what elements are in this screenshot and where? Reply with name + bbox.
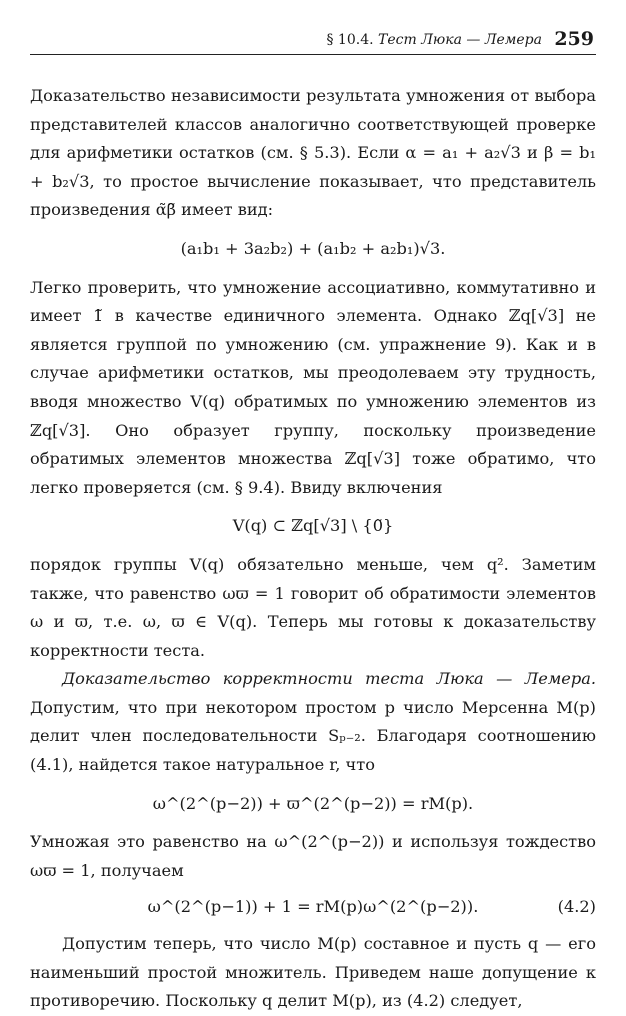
formula-mersenne: ω^(2^(p−2)) + ϖ^(2^(p−2)) = rM(p). (152, 793, 474, 813)
paragraph-6: Допустим теперь, что число M(p) составное и пусть q — его наименьший простой множитель. Приведем наше допущение к противоречию. Поскольку q делит M(p), из (4.2) следует, (30, 934, 596, 1011)
book-page (30, 28, 596, 1016)
paragraph-4-text: Допустим, что при некотором простом p число Мерсенна M(p) делит член последовательности Sₚ₋₂. Благодаря соотношению (4.1), найдется такое натуральное r, что (30, 697, 596, 775)
proof-lead: Доказательство корректности теста Люка — Лемера. (62, 669, 596, 689)
page-body (30, 82, 596, 1016)
formula-4-2-row (30, 893, 596, 922)
paragraph-4 (30, 665, 596, 779)
paragraph-2: Легко проверить, что умножение ассоциативно, коммутативно и имеет 1̃ в качестве единичного элемента. Однако ℤq[√3] не является группой по умножению (см. упражнение 9). Как и в случае арифметики остатков, мы преодолеваем эту трудность, вводя множество V(q) обратимых по умножению элементов из ℤq[√3]. Оно образует группу, поскольку произведение обратимых элементов множества ℤq[√3] тоже обратимо, что легко проверяется (см. § 9.4). Ввиду включения (30, 277, 596, 497)
section-number: § 10.4. (326, 32, 374, 48)
formula-inclusion: V(q) ⊂ ℤq[√3] \ {0̃} (232, 516, 394, 536)
formula-4-2: ω^(2^(p−1)) + 1 = rM(p)ω^(2^(p−2)). (147, 897, 479, 917)
formula-product: (a₁b₁ + 3a₂b₂) + (a₁b₂ + a₂b₁)√3. (180, 238, 446, 258)
section-heading (326, 32, 542, 48)
page-number: 259 (554, 28, 594, 50)
paragraph-1: Доказательство независимости результата умножения от выбора представителей классов аналогично соответствующей проверке для арифметики остатков (см. § 5.3). Если α = a₁ + a₂√3 и β = b₁ + b₂√3, то простое вычисление показывает, что представитель произведения α̃β̃ имеет вид: (30, 86, 596, 220)
equation-number: (4.2) (557, 897, 596, 917)
paragraph-5: Умножая это равенство на ω^(2^(p−2)) и используя тождество ωϖ = 1, получаем (30, 832, 596, 880)
running-header (30, 28, 596, 55)
section-title: Тест Люка — Лемера (378, 32, 542, 48)
paragraph-3: порядок группы V(q) обязательно меньше, чем q². Заметим также, что равенство ωϖ = 1 говорит об обратимости элементов ω и ϖ, т.е. ω, ϖ ∈ V(q). Теперь мы готовы к доказательству корректности теста. (30, 554, 596, 660)
